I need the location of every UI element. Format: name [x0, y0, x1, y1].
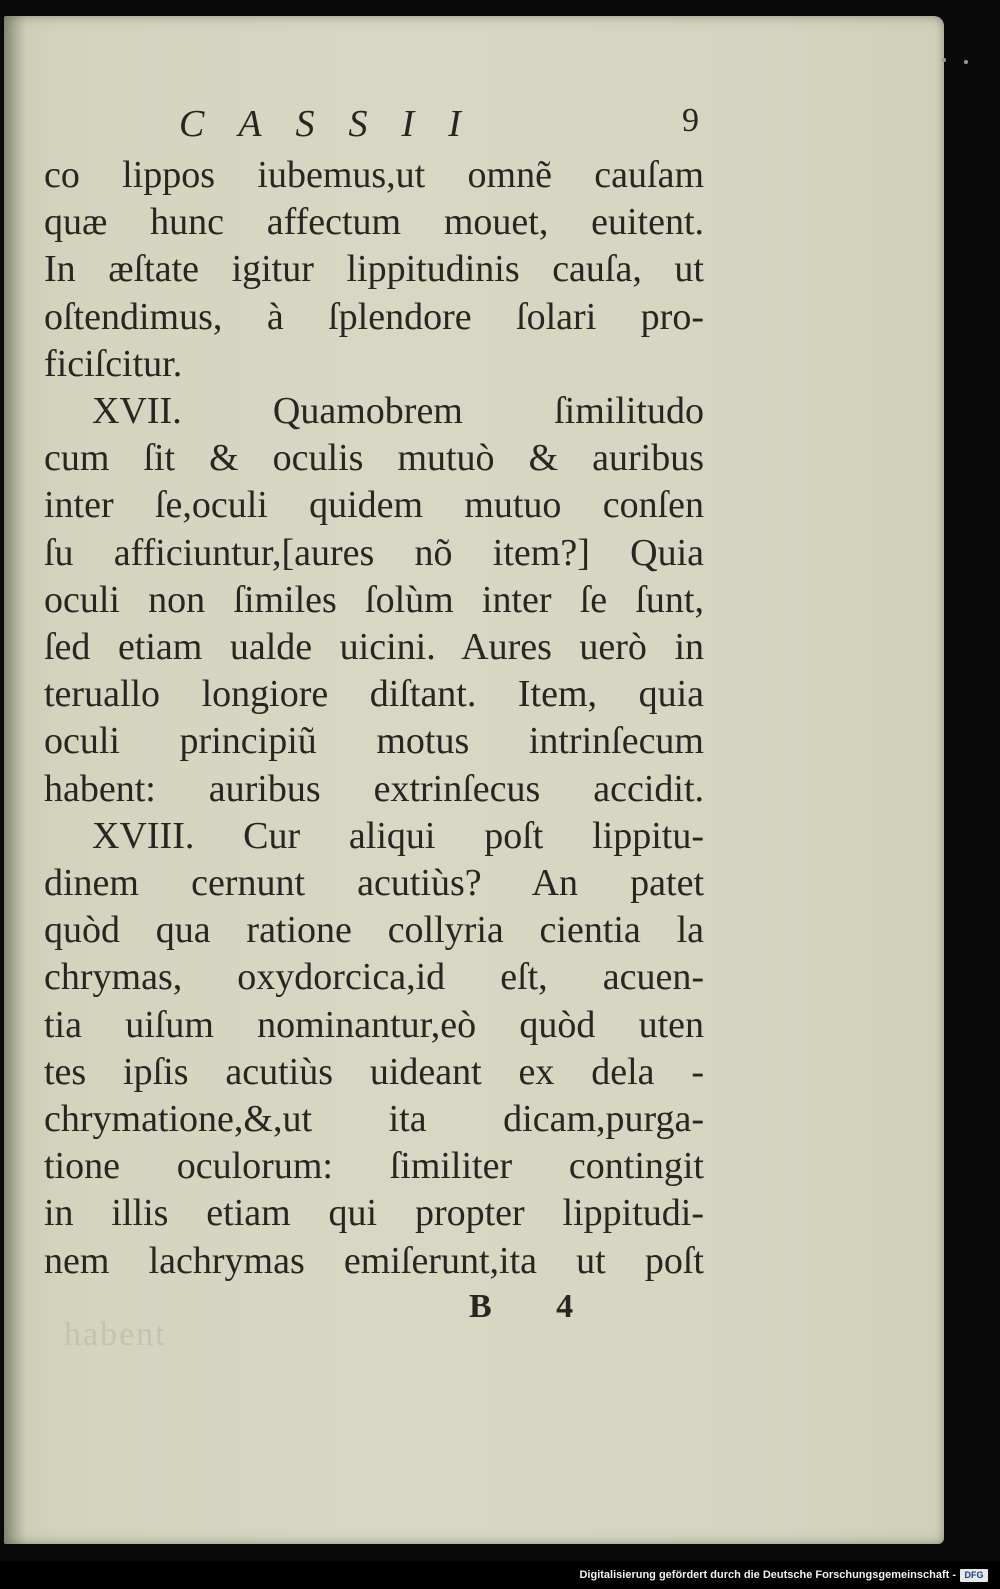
text-line: teruallo longiore diſtant. Item, quia [44, 673, 704, 716]
text-line: ficiſcitur. [44, 342, 183, 385]
footer-bar [0, 1561, 1000, 1589]
text-line: oculi principiũ motus intrinſecum [44, 720, 704, 763]
page-number: 9 [682, 102, 699, 139]
page-header [179, 102, 699, 152]
text-line: oſtendimus, à ſplendore ſolari pro- [44, 295, 704, 338]
section-heading-xvii: XVII. Quamobrem ſimilitudo [92, 390, 704, 433]
text-line: In æſtate igitur lippitudinis cauſa, ut [44, 248, 704, 291]
funding-credit: Digitalisierung gefördert durch die Deutsche Forschungsgemeinschaft - [579, 1569, 956, 1581]
show-through-text: habent [64, 1316, 167, 1353]
text-line: tia uiſum nominantur,eò quòd uten [44, 1003, 704, 1046]
body-text [44, 152, 704, 1285]
text-line: in illis etiam qui propter lippitudi- [44, 1192, 704, 1235]
text-line: inter ſe,oculi quidem mutuo conſen [44, 484, 704, 527]
text-line: chrymatione,&,ut ita dicam,purga- [44, 1098, 704, 1141]
text-line: quòd qua ratione collyria cientia la [44, 909, 704, 952]
text-line: quæ hunc affectum mouet, euitent. [44, 201, 704, 244]
text-line: tione oculorum: ſimiliter contingit [44, 1145, 704, 1188]
text-line: ſed etiam ualde uicini. Aures uerò in [44, 626, 704, 669]
text-line: tes ipſis acutiùs uideant ex dela - [44, 1050, 704, 1093]
speck [942, 58, 946, 62]
text-line: oculi non ſimiles ſolùm inter ſe ſunt, [44, 578, 704, 621]
dfg-logo: DFG [960, 1569, 988, 1582]
text-line: habent: auribus extrinſecus accidit. [44, 767, 704, 810]
text-line: ſu afficiuntur,[aures nõ item?] Quia [44, 531, 704, 574]
text-line: cum ſit & oculis mutuò & auribus [44, 437, 704, 480]
signature-mark: B 4 [469, 1288, 602, 1325]
text-line: dinem cernunt acutiùs? An patet [44, 862, 704, 905]
text-line: co lippos iubemus,ut omnẽ cauſam [44, 154, 704, 196]
edge-specks [942, 58, 982, 78]
text-line: chrymas, oxydorcica,id eſt, acuen- [44, 956, 704, 999]
speck [964, 60, 968, 64]
section-heading-xviii: XVIII. Cur aliqui poſt lippitu- [92, 814, 704, 857]
text-line: nem lachrymas emiſerunt,ita ut poſt [44, 1239, 704, 1282]
running-head: CASSII [179, 103, 495, 145]
book-page [4, 16, 944, 1544]
